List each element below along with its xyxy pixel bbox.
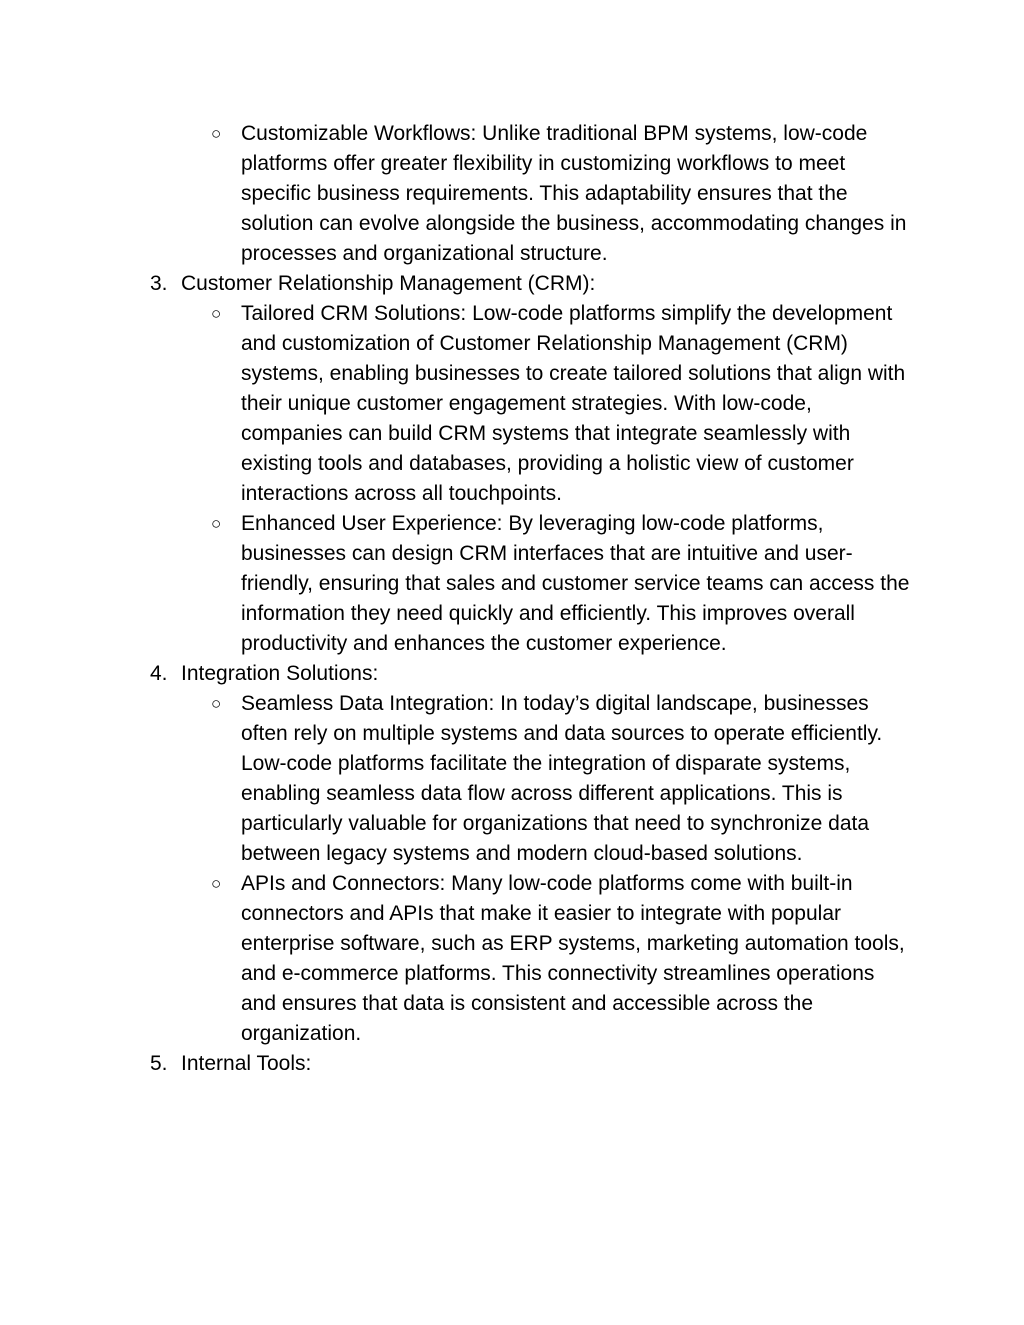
- list-item-text: Seamless Data Integration: In today’s digital landscape, businesses often rely on multiple systems and data sources to operate efficiently. Low-code platforms facilitate the integration of disparate systems, enabling seamless data flow across different applications. This is particularly valuable for organizations that need to synchronize data between legacy systems and modern cloud-based solutions.: [241, 692, 883, 865]
- hollow-circle-bullet-icon: ○: [211, 124, 222, 143]
- section-number: 3.: [150, 272, 168, 295]
- hollow-circle-bullet-icon: ○: [211, 514, 222, 533]
- list-item-apis-connectors: [0, 869, 913, 1049]
- hollow-circle-bullet-icon: ○: [211, 694, 222, 713]
- section-number: 4.: [150, 662, 168, 685]
- hollow-circle-bullet-icon: ○: [211, 874, 222, 893]
- list-item-tailored-crm: [0, 299, 913, 509]
- list-item-text: APIs and Connectors: Many low-code platforms come with built-in connectors and APIs that make it easier to integrate with popular enterprise software, such as ERP systems, marketing automation tools, and e-commerce platforms. This connectivity streamlines operations and ensures that data is consistent and accessible across the organization.: [241, 872, 905, 1045]
- document-content: [0, 119, 1024, 1079]
- list-item-enhanced-ux: [0, 509, 913, 659]
- section-number: 5.: [150, 1052, 168, 1075]
- list-item-text: Customizable Workflows: Unlike traditional BPM systems, low-code platforms offer greater flexibility in customizing workflows to meet specific business requirements. This adaptability ensures that the solution can evolve alongside the business, accommodating changes in processes and organizational structure.: [241, 122, 907, 265]
- section-title: Integration Solutions:: [181, 662, 379, 685]
- list-item-customizable-workflows: [0, 119, 913, 269]
- section-heading-internal-tools: [0, 1049, 1024, 1079]
- section-title: Internal Tools:: [181, 1052, 312, 1075]
- section-title: Customer Relationship Management (CRM):: [181, 272, 596, 295]
- list-item-data-integration: [0, 689, 913, 869]
- list-item-text: Tailored CRM Solutions: Low-code platforms simplify the development and customization of Customer Relationship Management (CRM) systems, enabling businesses to create tailored solutions that align with their unique customer engagement strategies. With low-code, companies can build CRM systems that integrate seamlessly with existing tools and databases, providing a holistic view of customer interactions across all touchpoints.: [241, 302, 906, 505]
- hollow-circle-bullet-icon: ○: [211, 304, 222, 323]
- section-heading-integration: [0, 659, 1024, 689]
- section-heading-crm: [0, 269, 1024, 299]
- list-item-text: Enhanced User Experience: By leveraging low-code platforms, businesses can design CRM interfaces that are intuitive and user-friendly, ensuring that sales and customer service teams can access the information they need quickly and efficiently. This improves overall productivity and enhances the customer experience.: [241, 512, 910, 655]
